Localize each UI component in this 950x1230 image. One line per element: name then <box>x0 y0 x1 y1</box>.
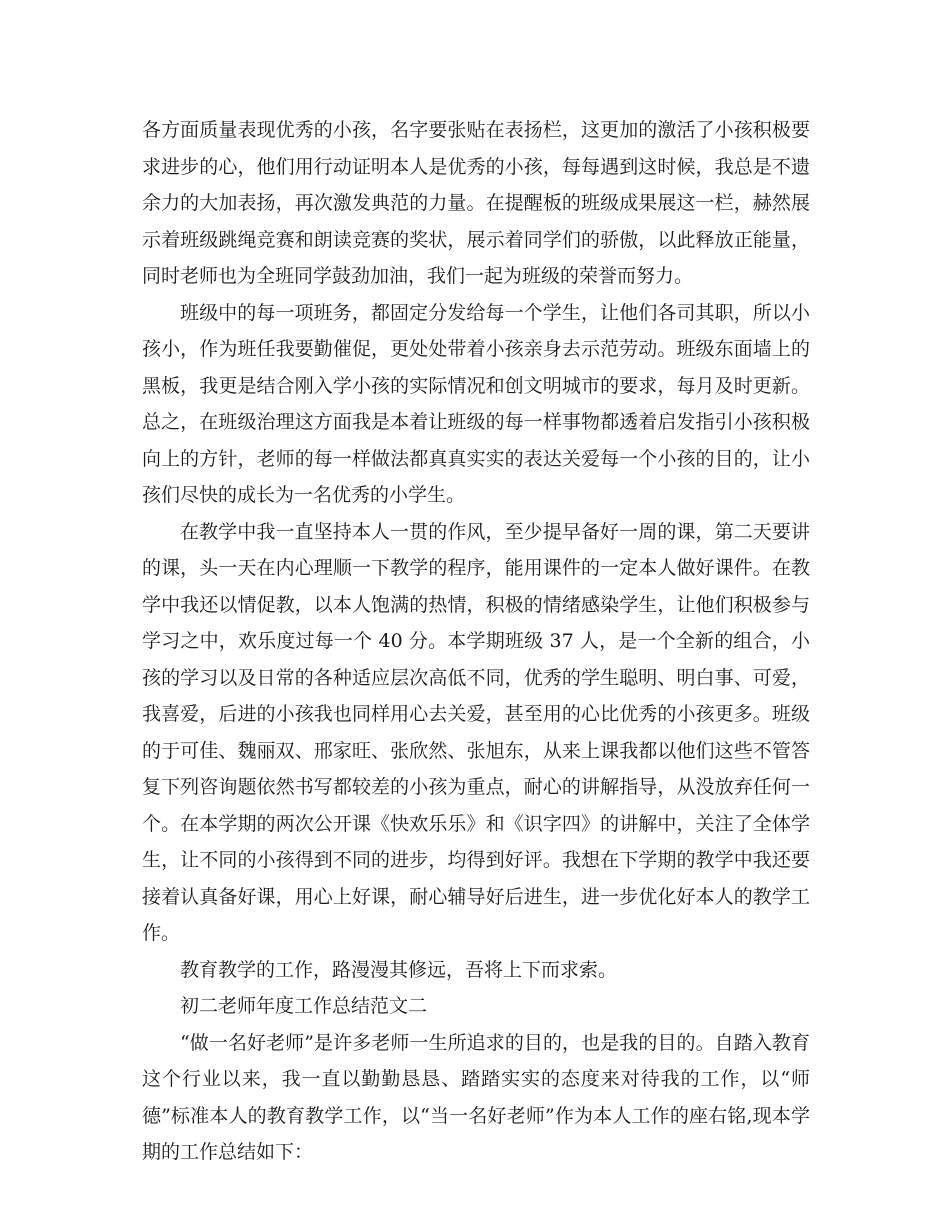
document-body <box>142 112 810 1171</box>
paragraph-2: 班级中的每一项班务，都固定分发给每一个学生，让他们各司其职，所以小孩小，作为班任我要勤催促，更处处带着小孩亲身去示范劳动。班级东面墙上的黑板，我更是结合刚入学小孩的实际情况和创文明城市的要求，每月及时更新。总之，在班级治理这方面我是本着让班级的每一样事物都透着启发指引小孩积极向上的方针，老师的每一样做法都真真实实的表达关爱每一个小孩的目的，让小孩们尽快的成长为一名优秀的小学生。 <box>142 301 810 506</box>
section-heading: 初二老师年度工作总结范文二 <box>180 995 428 1017</box>
paragraph-5: “做一名好老师”是许多老师一生所追求的目的，也是我的目的。自踏入教育这个行业以来，我一直以勤勤恳恳、踏踏实实的态度来对待我的工作，以“师德”标准本人的教育教学工作，以“当一名好老师”作为本人工作的座右铭,现本学期的工作总结如下： <box>142 1031 810 1163</box>
paragraph-3: 在教学中我一直坚持本人一贯的作风，至少提早备好一周的课，第二天要讲的课，头一天在内心理顺一下教学的程序，能用课件的一定本人做好课件。在教学中我还以情促教，以本人饱满的热情，积极的情绪感染学生，让他们积极参与学习之中，欢乐度过每一个 40 分。本学期班级 37 人，是一个全新的组合，小孩的学习以及日常的各种适应层次高低不同，优秀的学生聪明、明白事、可爱，我喜爱，后进的小孩我也同样用心去关爱，甚至用的心比优秀的小孩更多。班级的于可佳、魏丽双、邢家旺、张欣然、张旭东，从来上课我都以他们这些不管答复下列咨询题依然书写都较差的小孩为重点，耐心的讲解指导，从没放弃任何一个。在本学期的两次公开课《快欢乐乐》和《识字四》的讲解中，关注了全体学生，让不同的小孩得到不同的进步，均得到好评。我想在下学期的教学中我还要接着认真备好课，用心上好课，耐心辅导好后进生，进一步优化好本人的教学工作。 <box>142 520 810 944</box>
paragraph-4: 教育教学的工作，路漫漫其修远，吾将上下而求索。 <box>180 958 618 981</box>
paragraph-1: 各方面质量表现优秀的小孩，名字要张贴在表扬栏，这更加的激活了小孩积极要求进步的心，他们用行动证明本人是优秀的小孩，每每遇到这时候，我总是不遗余力的大加表扬，再次激发典范的力量。在提醒板的班级成果展这一栏，赫然展示着班级跳绳竞赛和朗读竞赛的奖状，展示着同学们的骄傲，以此释放正能量，同时老师也为全班同学鼓劲加油，我们一起为班级的荣誉而努力。 <box>142 119 810 287</box>
